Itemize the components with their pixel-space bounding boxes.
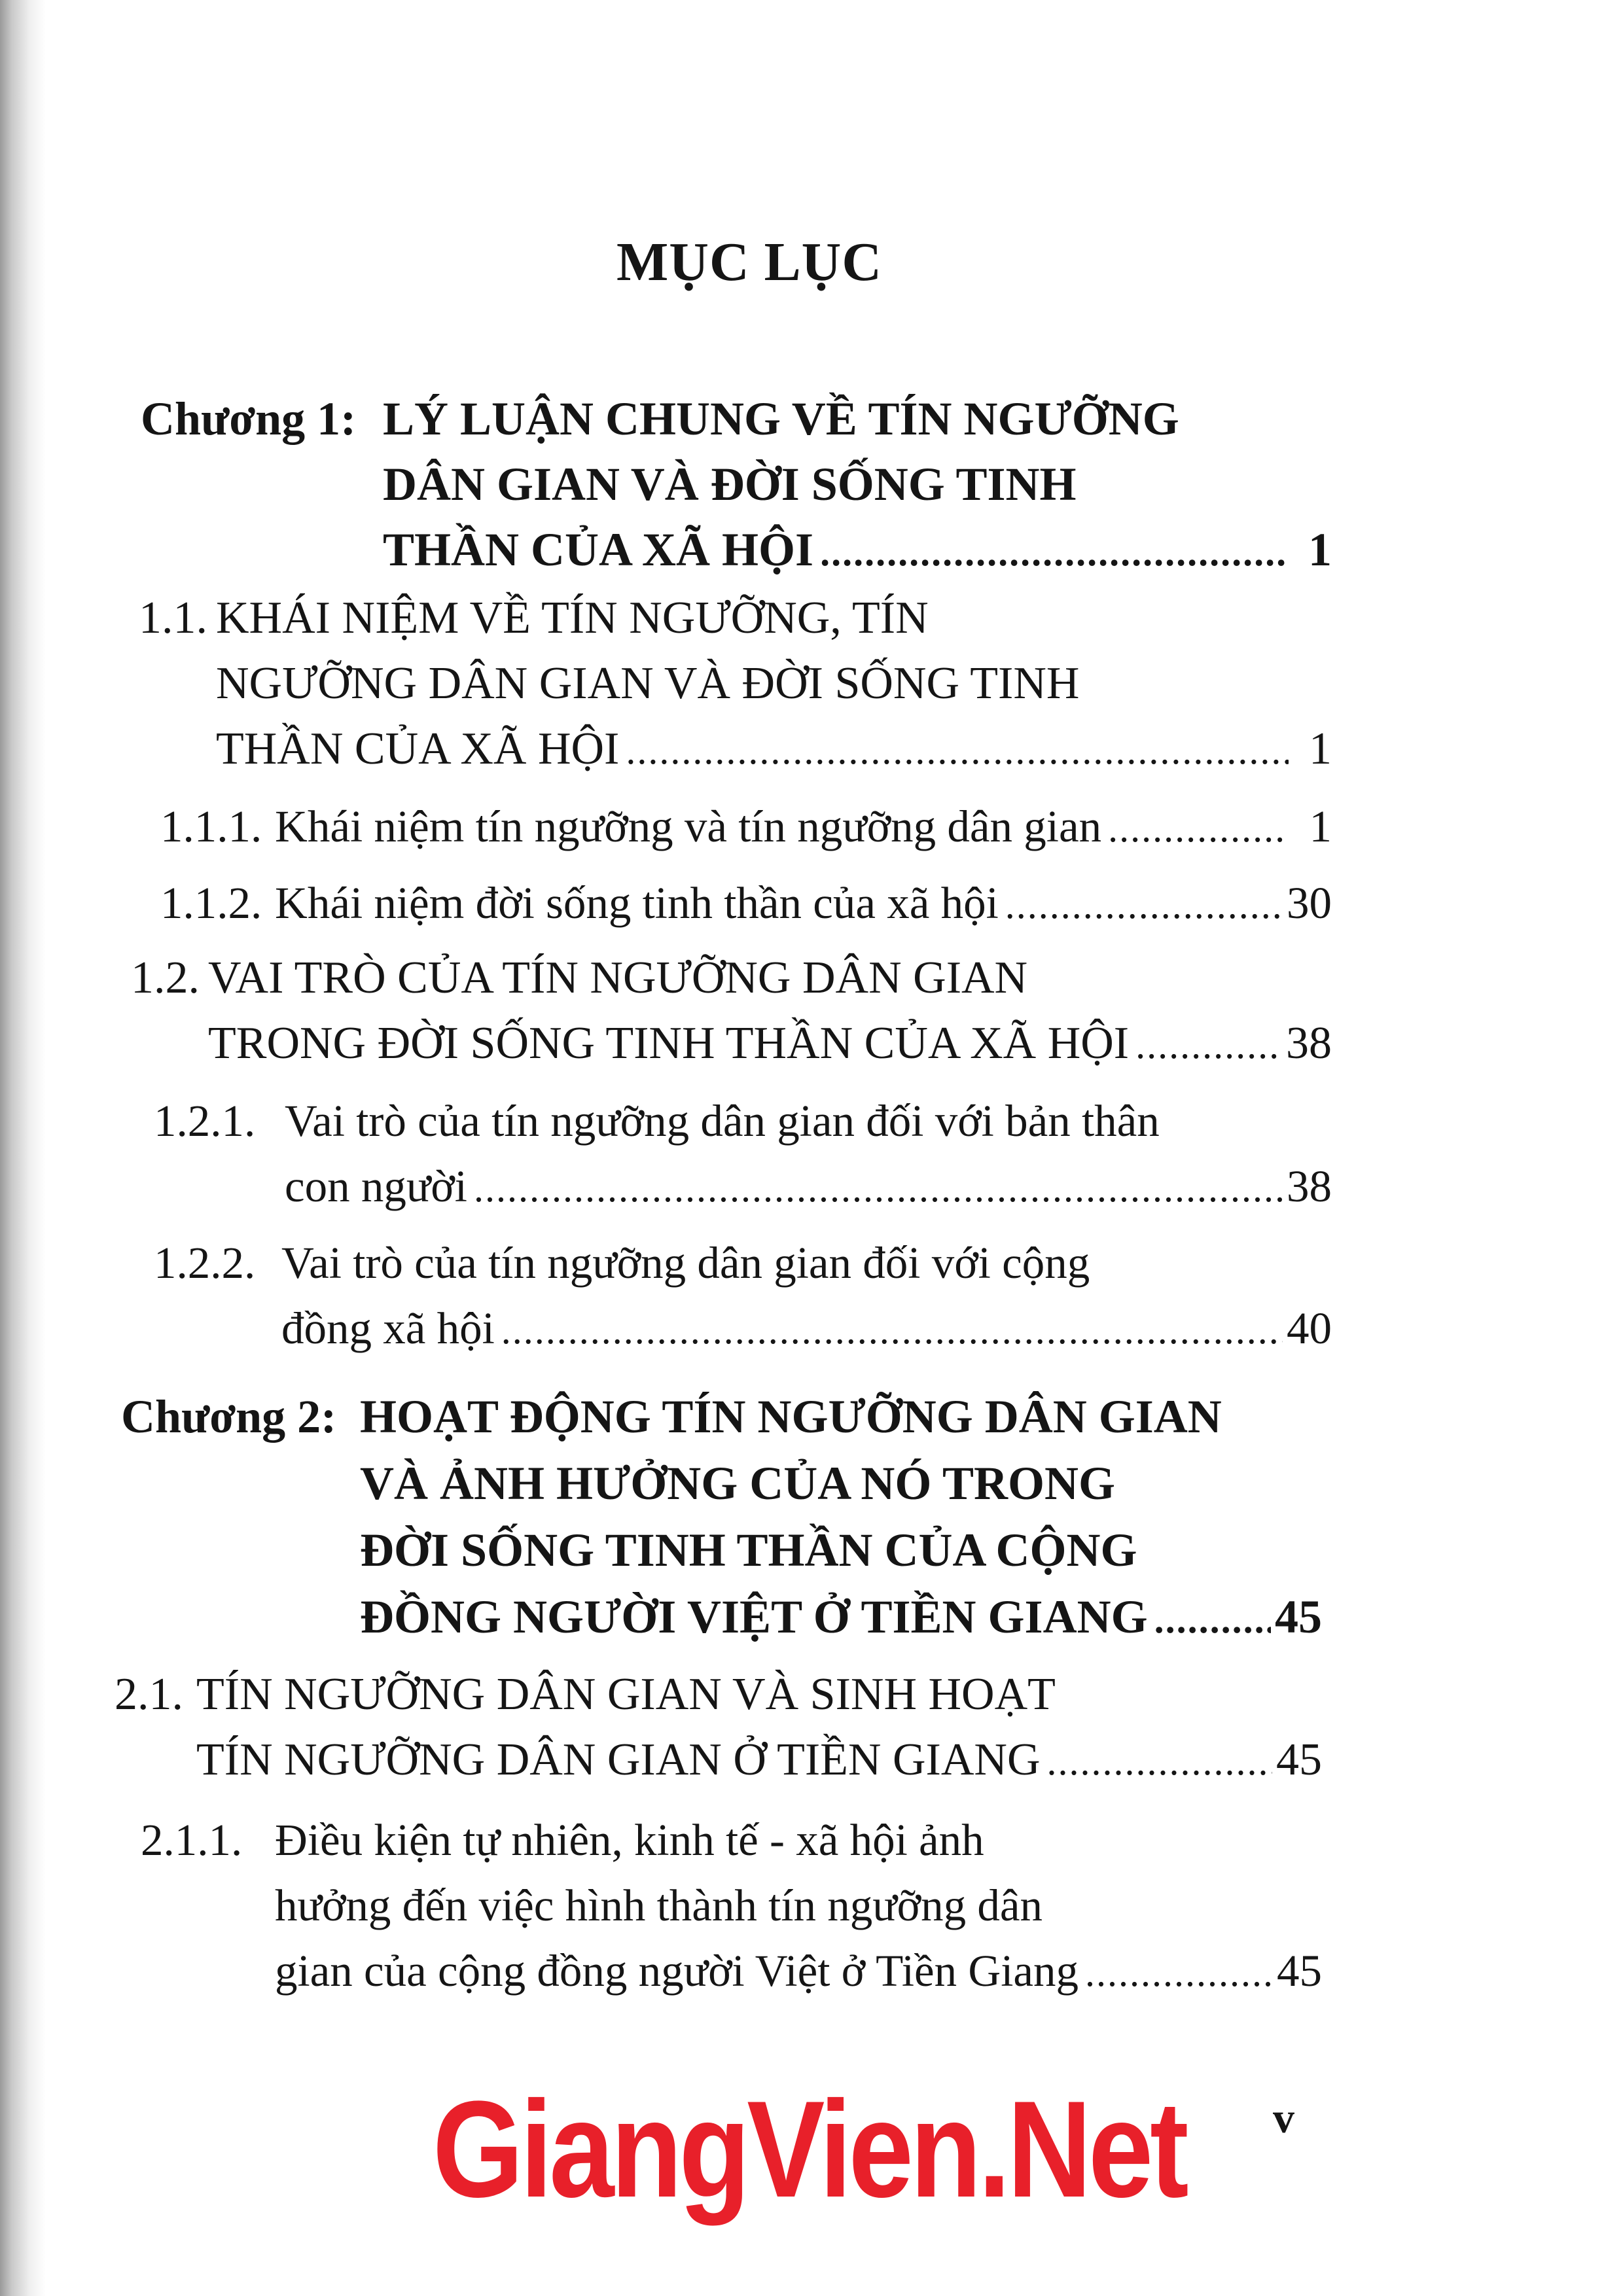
binding-shadow bbox=[0, 0, 46, 2296]
toc-entry-label: Chương 1: bbox=[141, 393, 357, 445]
dot-leader bbox=[474, 1156, 1283, 1221]
toc-page-number: 38 bbox=[1286, 1018, 1332, 1069]
toc-entry-line: Điều kiện tự nhiên, kinh tế - xã hội ảnh bbox=[275, 1815, 984, 1865]
toc-page-number: 1 bbox=[1309, 802, 1332, 851]
toc-entry-line: Khái niệm tín ngưỡng và tín ngưỡng dân gian bbox=[275, 802, 1102, 851]
toc-entry-line: ĐỒNG NGƯỜI VIỆT Ở TIỀN GIANG bbox=[360, 1591, 1148, 1643]
toc-entry-line: KHÁI NIỆM VỀ TÍN NGƯỠNG, TÍN bbox=[216, 593, 929, 643]
toc-entry-line: LÝ LUẬN CHUNG VỀ TÍN NGƯỠNG bbox=[383, 393, 1179, 445]
toc-page-number: 45 bbox=[1276, 1735, 1322, 1785]
toc-entry-line: VÀ ẢNH HƯỞNG CỦA NÓ TRONG bbox=[360, 1457, 1116, 1510]
toc-entry-line: HOẠT ĐỘNG TÍN NGƯỠNG DÂN GIAN bbox=[360, 1390, 1222, 1443]
toc-entry-line: hưởng đến việc hình thành tín ngưỡng dân bbox=[275, 1881, 1043, 1930]
toc-entry-line: THẦN CỦA XÃ HỘI bbox=[216, 724, 620, 774]
dot-leader bbox=[501, 1298, 1283, 1363]
toc-entry-label: 1.1.2. bbox=[160, 878, 262, 928]
toc-entry-label: 1.2.1. bbox=[154, 1096, 256, 1146]
toc-entry-line: ĐỜI SỐNG TINH THẦN CỦA CỘNG bbox=[360, 1524, 1137, 1576]
toc-page-number: 45 bbox=[1277, 1946, 1322, 1996]
dot-leader bbox=[1047, 1729, 1273, 1794]
toc-entry-label: 1.1.1. bbox=[160, 802, 262, 851]
watermark: GiangVien.Net bbox=[433, 2072, 1186, 2226]
toc-entry-line: Vai trò của tín ngưỡng dân gian đối với bản thân bbox=[285, 1096, 1160, 1146]
toc-entry-line: DÂN GIAN VÀ ĐỜI SỐNG TINH bbox=[383, 458, 1077, 510]
toc-page-number: 38 bbox=[1287, 1161, 1332, 1211]
dot-leader bbox=[1154, 1587, 1271, 1652]
toc-entry-line: TÍN NGƯỠNG DÂN GIAN Ở TIỀN GIANG bbox=[196, 1735, 1041, 1785]
dot-leader bbox=[1108, 796, 1289, 861]
toc-entry-line: VAI TRÒ CỦA TÍN NGƯỠNG DÂN GIAN bbox=[208, 953, 1028, 1003]
dot-leader bbox=[1085, 1940, 1273, 2005]
toc-entry-line: gian của cộng đồng người Việt ở Tiền Giang bbox=[275, 1946, 1079, 1996]
toc-entry-line: THẦN CỦA XÃ HỘI bbox=[383, 523, 814, 576]
toc-page-number: 1 bbox=[1309, 724, 1332, 774]
page-title: MỤC LỤC bbox=[616, 232, 882, 292]
toc-entry-line: Vai trò của tín ngưỡng dân gian đối với cộng bbox=[281, 1238, 1090, 1288]
toc-entry-line: con người bbox=[285, 1161, 467, 1211]
page-number: v bbox=[1273, 2094, 1294, 2142]
toc-entry-line: NGƯỠNG DÂN GIAN VÀ ĐỜI SỐNG TINH bbox=[216, 658, 1080, 709]
toc-entry-line: Khái niệm đời sống tinh thần của xã hội bbox=[275, 878, 999, 928]
toc-entry-line: TRONG ĐỜI SỐNG TINH THẦN CỦA XÃ HỘI bbox=[208, 1018, 1130, 1069]
toc-entry-label: 2.1. bbox=[115, 1669, 183, 1720]
toc-entry-label: Chương 2: bbox=[121, 1390, 337, 1443]
toc-entry-label: 2.1.1. bbox=[141, 1815, 243, 1865]
dot-leader bbox=[820, 520, 1289, 585]
dot-leader bbox=[1005, 872, 1283, 938]
toc-entry-label: 1.2. bbox=[131, 953, 200, 1003]
toc-page-number: 30 bbox=[1287, 878, 1332, 928]
toc-entry-label: 1.1. bbox=[139, 593, 207, 643]
toc-page-number: 40 bbox=[1287, 1303, 1332, 1353]
dot-leader bbox=[626, 718, 1289, 783]
toc-entry-label: 1.2.2. bbox=[154, 1238, 256, 1288]
toc-entry-line: TÍN NGƯỠNG DÂN GIAN VÀ SINH HOẠT bbox=[196, 1669, 1056, 1720]
toc-page-number: 1 bbox=[1308, 523, 1332, 576]
toc-page-number: 45 bbox=[1275, 1591, 1322, 1643]
dot-leader bbox=[1135, 1012, 1282, 1078]
toc-entry-line: đồng xã hội bbox=[281, 1303, 495, 1353]
